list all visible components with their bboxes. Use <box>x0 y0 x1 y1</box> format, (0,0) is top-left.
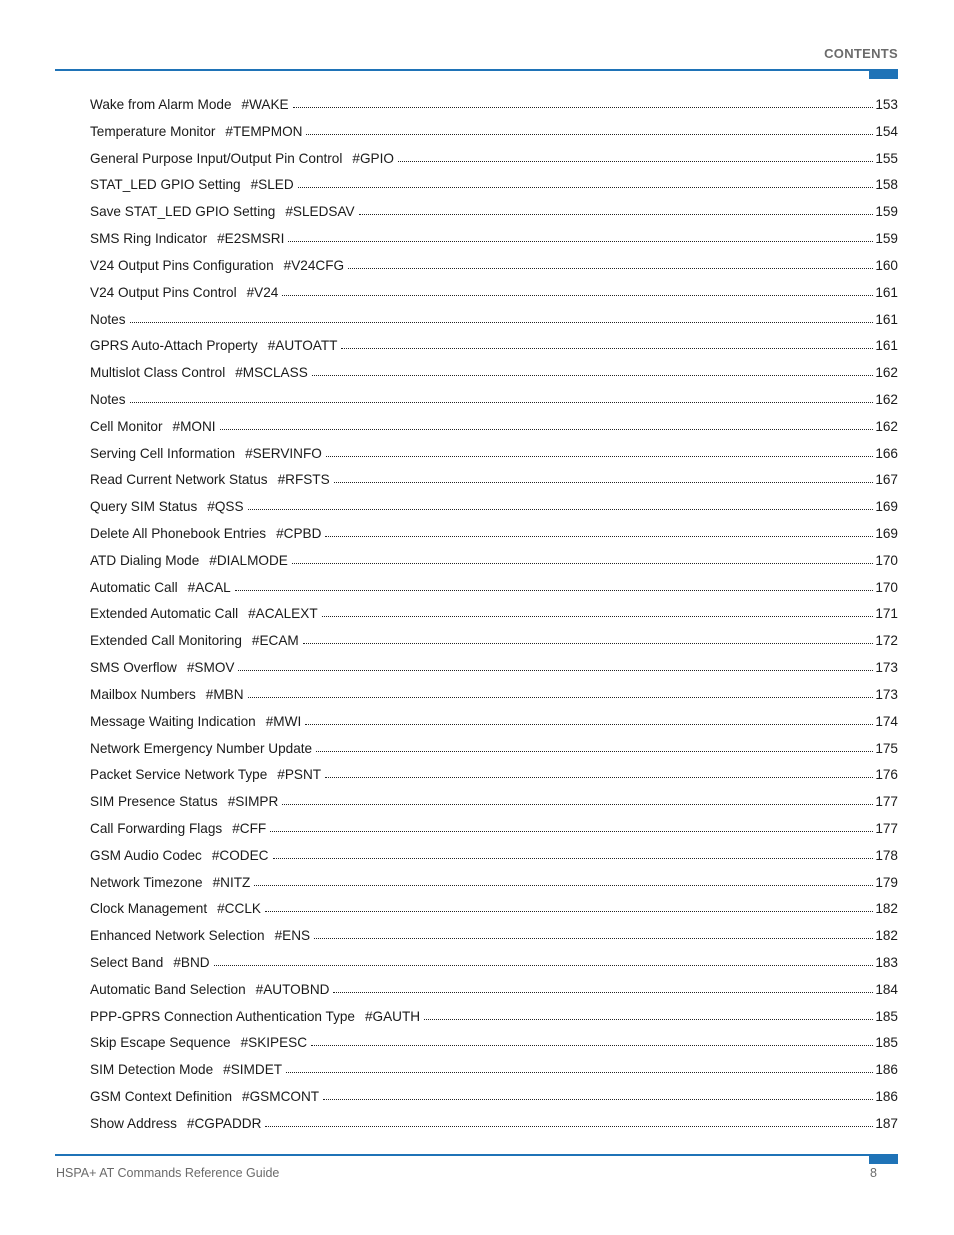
toc-entry-title <box>90 577 233 599</box>
toc-entry-page: 161 <box>875 284 898 300</box>
toc-entry-title <box>90 550 290 572</box>
toc-entry[interactable] <box>90 952 898 979</box>
toc-entry-heading: V24 Output Pins Configuration <box>90 257 274 273</box>
toc-entry[interactable] <box>90 711 898 738</box>
toc-entry-page: 159 <box>875 231 898 247</box>
toc-dot-leader <box>273 854 874 859</box>
toc-entry-title <box>90 738 314 760</box>
toc-entry-command: #GAUTH <box>364 1008 421 1024</box>
footer-page-number: 8 <box>870 1166 877 1180</box>
toc-dot-leader <box>238 666 873 671</box>
toc-entry-heading: PPP-GPRS Connection Authentication Type <box>90 1008 355 1024</box>
toc-entry-heading: Read Current Network Status <box>90 472 268 488</box>
toc-entry-command: #TEMPMON <box>225 123 303 139</box>
footer-divider <box>55 1154 898 1156</box>
toc-entry-title <box>90 657 236 679</box>
toc-entry-command: #E2SMSRI <box>217 231 285 247</box>
toc-entry-heading: SIM Presence Status <box>90 794 218 810</box>
toc-entry-title <box>90 496 246 518</box>
toc-entry[interactable] <box>90 443 898 470</box>
toc-entry-title <box>90 872 252 894</box>
toc-entry-title <box>90 148 396 170</box>
toc-entry-page: 175 <box>875 740 898 756</box>
toc-dot-leader <box>282 800 873 805</box>
toc-dot-leader <box>424 1015 873 1020</box>
toc-entry[interactable] <box>90 603 898 630</box>
toc-entry-command: #CGPADDR <box>186 1115 262 1131</box>
toc-entry-heading: Delete All Phonebook Entries <box>90 526 267 541</box>
toc-entry-command: #GPIO <box>352 150 394 166</box>
toc-dot-leader <box>311 1041 873 1046</box>
toc-dot-leader <box>130 318 874 323</box>
toc-entry-command: #AUTOATT <box>267 338 338 354</box>
toc-entry-heading: ATD Dialing Mode <box>90 552 200 568</box>
toc-dot-leader <box>303 639 874 644</box>
toc-entry-heading: GSM Context Definition <box>90 1089 233 1105</box>
toc-dot-leader <box>235 586 874 591</box>
toc-entry[interactable] <box>90 872 898 899</box>
toc-entry[interactable] <box>90 1032 898 1059</box>
toc-entry-title <box>90 684 246 706</box>
toc-entry-heading: Temperature Monitor <box>90 123 216 139</box>
toc-entry-title <box>90 309 128 331</box>
toc-entry-title <box>90 979 331 1001</box>
toc-entry[interactable] <box>90 684 898 711</box>
toc-entry-title <box>90 791 280 813</box>
toc-entry-command: #CCLK <box>217 901 261 917</box>
toc-entry-page: 155 <box>875 150 898 166</box>
toc-entry-command: #SLEDSAV <box>285 204 355 220</box>
toc-entry[interactable] <box>90 523 898 550</box>
toc-entry-page: 160 <box>875 257 898 273</box>
toc-entry-title <box>90 630 301 652</box>
toc-dot-leader <box>288 237 873 242</box>
toc-dot-leader <box>306 130 873 135</box>
toc-entry-heading: Packet Service Network Type <box>90 767 268 783</box>
toc-entry[interactable] <box>90 1059 898 1086</box>
toc-entry-heading: STAT_LED GPIO Setting <box>90 177 241 193</box>
header-accent-block <box>869 71 898 79</box>
footer-accent-block <box>869 1156 898 1164</box>
toc-entry-page: 173 <box>875 686 898 702</box>
toc-entry-heading: Clock Management <box>90 901 208 917</box>
toc-entry-title <box>90 898 263 920</box>
toc-dot-leader <box>248 693 874 698</box>
toc-entry-page: 171 <box>875 606 898 622</box>
toc-entry-heading: Message Waiting Indication <box>90 713 256 729</box>
toc-entry[interactable] <box>90 255 898 282</box>
toc-dot-leader <box>334 478 874 483</box>
toc-entry-heading: Wake from Alarm Mode <box>90 97 232 112</box>
toc-entry-heading: Skip Escape Sequence <box>90 1035 231 1051</box>
toc-entry-page: 153 <box>875 97 898 112</box>
toc-entry[interactable] <box>90 174 898 201</box>
toc-entry-command: #SMOV <box>186 660 235 676</box>
toc-dot-leader <box>248 505 874 510</box>
toc-entry-title <box>90 94 291 116</box>
toc-dot-leader <box>265 907 873 912</box>
toc-entry-heading: Multislot Class Control <box>90 365 226 381</box>
toc-entry[interactable] <box>90 1113 898 1140</box>
toc-entry-command: #SIMPR <box>227 794 279 810</box>
toc-entry-title <box>90 711 303 733</box>
toc-entry-title <box>90 1113 263 1135</box>
toc-entry-command: #SLED <box>250 177 294 193</box>
toc-entry[interactable] <box>90 201 898 228</box>
toc-entry-title <box>90 389 128 411</box>
toc-entry-command: #CODEC <box>211 847 269 863</box>
toc-entry-page: 178 <box>875 847 898 863</box>
toc-dot-leader <box>270 827 873 832</box>
toc-entry-title <box>90 335 339 357</box>
toc-entry-heading: Extended Call Monitoring <box>90 633 242 649</box>
toc-dot-leader <box>326 452 873 457</box>
toc-entry-heading: Select Band <box>90 955 164 970</box>
toc-entry-heading: Show Address <box>90 1115 177 1131</box>
toc-entry-page: 162 <box>875 365 898 381</box>
toc-entry-command: #V24 <box>246 284 279 300</box>
toc-entry-command: #NITZ <box>212 874 251 890</box>
toc-entry-heading: Cell Monitor <box>90 418 163 434</box>
toc-entry-command: #MSCLASS <box>235 365 308 381</box>
toc-entry[interactable] <box>90 845 898 872</box>
toc-entry[interactable] <box>90 282 898 309</box>
toc-entry-command: #WAKE <box>241 97 289 112</box>
toc-entry[interactable] <box>90 496 898 523</box>
toc-dot-leader <box>348 264 873 269</box>
toc-entry-heading: Notes <box>90 311 126 327</box>
toc-entry[interactable] <box>90 94 898 121</box>
toc-entry-command: #SERVINFO <box>245 445 322 461</box>
toc-entry-title <box>90 469 332 491</box>
table-of-contents <box>90 94 898 1140</box>
toc-entry[interactable] <box>90 898 898 925</box>
toc-entry-heading: Notes <box>90 391 126 407</box>
toc-dot-leader <box>214 961 874 966</box>
toc-entry-heading: General Purpose Input/Output Pin Control <box>90 150 343 166</box>
toc-entry-heading: Extended Automatic Call <box>90 606 239 622</box>
toc-entry-title <box>90 603 320 625</box>
toc-dot-leader <box>312 371 874 376</box>
toc-entry-command: #ECAM <box>251 633 299 649</box>
toc-entry[interactable] <box>90 389 898 416</box>
toc-entry-command: #MONI <box>172 418 216 434</box>
header-divider <box>55 69 898 71</box>
toc-entry-title <box>90 818 268 840</box>
toc-entry-page: 162 <box>875 391 898 407</box>
toc-entry-command: #RFSTS <box>277 472 330 488</box>
toc-entry-page: 161 <box>875 311 898 327</box>
toc-entry-page: 154 <box>875 123 898 139</box>
toc-entry-page: 176 <box>875 767 898 783</box>
toc-entry-heading: SMS Overflow <box>90 660 177 676</box>
toc-entry-page: 167 <box>875 472 898 488</box>
toc-entry-page: 159 <box>875 204 898 220</box>
toc-dot-leader <box>325 773 873 778</box>
toc-entry-command: #ENS <box>274 928 311 944</box>
toc-entry-page: 170 <box>875 579 898 595</box>
toc-entry-page: 170 <box>875 552 898 568</box>
footer-guide-title: HSPA+ AT Commands Reference Guide <box>56 1166 280 1180</box>
toc-entry-page: 169 <box>875 526 898 541</box>
toc-entry-page: 185 <box>875 1035 898 1051</box>
toc-dot-leader <box>398 157 873 162</box>
toc-entry-command: #ACALEXT <box>248 606 318 622</box>
toc-entry[interactable] <box>90 738 898 765</box>
toc-entry-title <box>90 282 280 304</box>
toc-entry-heading: Call Forwarding Flags <box>90 820 223 836</box>
toc-entry-title <box>90 201 357 223</box>
toc-entry-heading: GSM Audio Codec <box>90 847 202 863</box>
toc-entry-heading: SMS Ring Indicator <box>90 231 208 247</box>
toc-entry-page: 162 <box>875 418 898 434</box>
toc-entry-heading: Mailbox Numbers <box>90 686 196 702</box>
toc-entry-page: 169 <box>875 499 898 515</box>
toc-entry-command: #PSNT <box>277 767 322 783</box>
toc-entry[interactable] <box>90 577 898 604</box>
toc-entry-command: #QSS <box>207 499 244 515</box>
toc-entry-page: 177 <box>875 820 898 836</box>
toc-entry-command: #MWI <box>265 713 302 729</box>
toc-dot-leader <box>359 210 874 215</box>
toc-dot-leader <box>292 559 873 564</box>
toc-entry-title <box>90 952 212 974</box>
toc-dot-leader <box>305 720 873 725</box>
toc-dot-leader <box>265 1122 873 1127</box>
toc-dot-leader <box>322 612 874 617</box>
toc-entry-command: #SKIPESC <box>240 1035 308 1051</box>
toc-entry-title <box>90 925 312 947</box>
toc-entry-title <box>90 174 296 196</box>
toc-dot-leader <box>293 103 874 108</box>
toc-entry[interactable] <box>90 550 898 577</box>
toc-entry-heading: Network Timezone <box>90 874 203 890</box>
toc-entry[interactable] <box>90 925 898 952</box>
toc-entry-page: 184 <box>875 981 898 997</box>
toc-entry[interactable] <box>90 121 898 148</box>
toc-entry-title <box>90 416 218 438</box>
toc-entry-page: 166 <box>875 445 898 461</box>
toc-entry-command: #ACAL <box>187 579 231 595</box>
toc-dot-leader <box>323 1095 873 1100</box>
toc-entry[interactable] <box>90 228 898 255</box>
toc-entry[interactable] <box>90 469 898 496</box>
toc-entry-heading: GPRS Auto-Attach Property <box>90 338 258 354</box>
toc-entry-command: #SIMDET <box>223 1062 283 1078</box>
toc-dot-leader <box>286 1068 873 1073</box>
toc-entry[interactable] <box>90 791 898 818</box>
toc-entry-heading: Serving Cell Information <box>90 445 236 461</box>
toc-entry[interactable] <box>90 362 898 389</box>
toc-dot-leader <box>314 934 873 939</box>
toc-entry-page: 186 <box>875 1089 898 1105</box>
toc-entry[interactable] <box>90 309 898 336</box>
toc-entry-command: #DIALMODE <box>209 552 288 568</box>
toc-entry-command: #MBN <box>205 686 244 702</box>
toc-entry-title <box>90 1006 422 1028</box>
toc-entry-heading: SIM Detection Mode <box>90 1062 214 1078</box>
toc-dot-leader <box>282 291 873 296</box>
toc-entry-command: #GSMCONT <box>242 1089 320 1105</box>
toc-entry-title <box>90 523 323 545</box>
toc-entry-page: 182 <box>875 928 898 944</box>
toc-entry-heading: Automatic Call <box>90 579 178 595</box>
toc-entry-title <box>90 845 271 867</box>
toc-entry[interactable] <box>90 1006 898 1033</box>
toc-entry-command: #BND <box>173 955 210 970</box>
toc-dot-leader <box>316 747 873 752</box>
toc-entry-heading: Query SIM Status <box>90 499 198 515</box>
toc-entry-page: 182 <box>875 901 898 917</box>
toc-entry-page: 183 <box>875 955 898 970</box>
toc-dot-leader <box>130 398 874 403</box>
toc-entry-heading: V24 Output Pins Control <box>90 284 237 300</box>
toc-entry[interactable] <box>90 148 898 175</box>
toc-entry-page: 179 <box>875 874 898 890</box>
toc-entry-page: 158 <box>875 177 898 193</box>
toc-entry[interactable] <box>90 630 898 657</box>
toc-entry-title <box>90 362 310 384</box>
section-title: CONTENTS <box>824 46 898 61</box>
toc-entry[interactable] <box>90 979 898 1006</box>
toc-entry-page: 187 <box>875 1115 898 1131</box>
toc-entry-command: #CFF <box>232 820 267 836</box>
toc-entry-page: 174 <box>875 713 898 729</box>
toc-entry[interactable] <box>90 657 898 684</box>
toc-entry-command: #AUTOBND <box>255 981 330 997</box>
toc-entry-title <box>90 1086 321 1108</box>
toc-entry[interactable] <box>90 764 898 791</box>
toc-entry-page: 185 <box>875 1008 898 1024</box>
toc-entry[interactable] <box>90 818 898 845</box>
toc-entry-title <box>90 443 324 465</box>
toc-entry-page: 186 <box>875 1062 898 1078</box>
toc-entry-title <box>90 1059 284 1081</box>
toc-entry-command: #CPBD <box>276 526 322 541</box>
toc-dot-leader <box>341 344 873 349</box>
toc-dot-leader <box>333 988 873 993</box>
toc-entry-title <box>90 228 286 250</box>
toc-entry-command: #V24CFG <box>283 257 345 273</box>
toc-entry-heading: Network Emergency Number Update <box>90 740 313 756</box>
toc-dot-leader <box>298 183 874 188</box>
toc-entry[interactable] <box>90 416 898 443</box>
toc-dot-leader <box>220 425 874 430</box>
toc-entry[interactable] <box>90 335 898 362</box>
toc-entry-heading: Automatic Band Selection <box>90 981 246 997</box>
toc-entry-title <box>90 1032 309 1054</box>
toc-entry-page: 177 <box>875 794 898 810</box>
toc-entry-title <box>90 121 304 143</box>
toc-entry-heading: Enhanced Network Selection <box>90 928 265 944</box>
toc-entry-page: 161 <box>875 338 898 354</box>
toc-entry-page: 172 <box>875 633 898 649</box>
toc-entry-page: 173 <box>875 660 898 676</box>
toc-entry[interactable] <box>90 1086 898 1113</box>
toc-dot-leader <box>254 881 873 886</box>
toc-entry-heading: Save STAT_LED GPIO Setting <box>90 204 276 220</box>
toc-entry-title <box>90 255 346 277</box>
toc-dot-leader <box>325 532 873 537</box>
toc-entry-title <box>90 764 323 786</box>
